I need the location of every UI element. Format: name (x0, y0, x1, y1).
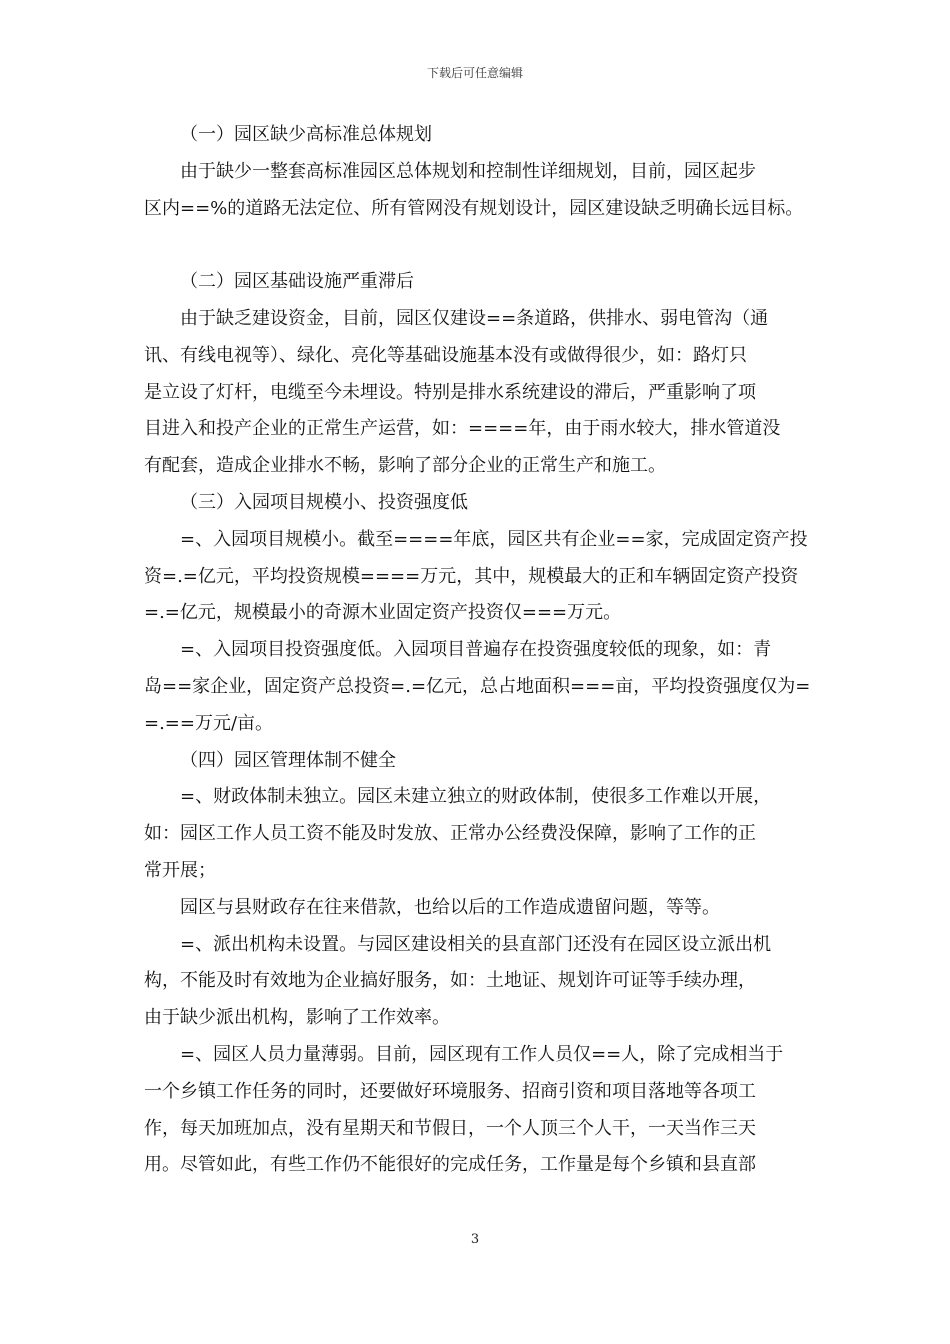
text-line: =.=亿元，规模最小的奇源木业固定资产投资仅===万元。 (144, 602, 622, 624)
text-line: 有配套，造成企业排水不畅，影响了部分企业的正常生产和施工。 (144, 455, 666, 477)
section-heading: （一）园区缺少高标准总体规划 (180, 124, 432, 145)
text-line: 讯、有线电视等）、绿化、亮化等基础设施基本没有或做得很少，如：路灯只 (144, 344, 747, 366)
text-line: =、财政体制未独立。园区未建立独立的财政体制，使很多工作难以开展， (180, 786, 772, 808)
section-heading: （三）入园项目规模小、投资强度低 (180, 491, 468, 513)
text-line: 由于缺少一整套高标准园区总体规划和控制性详细规划，目前，园区起步 (180, 160, 756, 182)
text-line: =、派出机构未设置。与园区建设相关的县直部门还没有在园区设立派出机 (180, 933, 772, 955)
document-body (144, 117, 816, 1184)
text-line: 目进入和投产企业的正常生产运营，如：====年，由于雨水较大，排水管道没 (144, 418, 781, 440)
text-line: 构，不能及时有效地为企业搞好服务，如：土地证、规划许可证等手续办理， (144, 970, 756, 992)
paragraph-gap (144, 227, 816, 264)
text-line: 资=.=亿元，平均投资规模====万元，其中，规模最大的正和车辆固定资产投资 (144, 565, 799, 587)
text-line: 区内==%的道路无法定位、所有管网没有规划设计，园区建设缺乏明确长远目标。 (144, 197, 804, 219)
text-line: =、入园项目规模小。截至====年底，园区共有企业==家，完成固定资产投 (180, 528, 808, 550)
text-line: 岛==家企业，固定资产总投资=.=亿元，总占地面积===亩，平均投资强度仅为= (144, 675, 811, 697)
section-heading: （四）园区管理体制不健全 (180, 749, 396, 771)
text-line: 用。尽管如此，有些工作仍不能很好的完成任务，工作量是每个乡镇和县直部 (144, 1154, 756, 1176)
text-line: 常开展； (144, 859, 216, 881)
text-line: =、入园项目投资强度低。入园项目普遍存在投资强度较低的现象，如：青 (180, 639, 772, 661)
section-heading: （二）园区基础设施严重滞后 (180, 271, 414, 293)
text-line: =.==万元/亩。 (144, 712, 274, 734)
text-line: =、园区人员力量薄弱。目前，园区现有工作人员仅==人，除了完成相当于 (180, 1043, 784, 1065)
text-line: 是立设了灯杆，电缆至今未埋设。特别是排水系统建设的滞后，严重影响了项 (144, 381, 756, 403)
page-header: 下载后可任意编辑 (426, 66, 523, 80)
page-number: 3 (470, 1232, 480, 1247)
text-line: 由于缺少派出机构，影响了工作效率。 (144, 1007, 450, 1029)
text-line: 一个乡镇工作任务的同时，还要做好环境服务、招商引资和项目落地等各项工 (144, 1080, 756, 1102)
text-line: 园区与县财政存在往来借款，也给以后的工作造成遗留问题，等等。 (180, 896, 720, 918)
text-line: 如：园区工作人员工资不能及时发放、正常办公经费没保障，影响了工作的正 (144, 823, 756, 845)
text-line: 作，每天加班加点，没有星期天和节假日，一个人顶三个人干，一天当作三天 (144, 1117, 756, 1139)
text-line: 由于缺乏建设资金，目前，园区仅建设==条道路，供排水、弱电管沟（通 (180, 307, 769, 329)
